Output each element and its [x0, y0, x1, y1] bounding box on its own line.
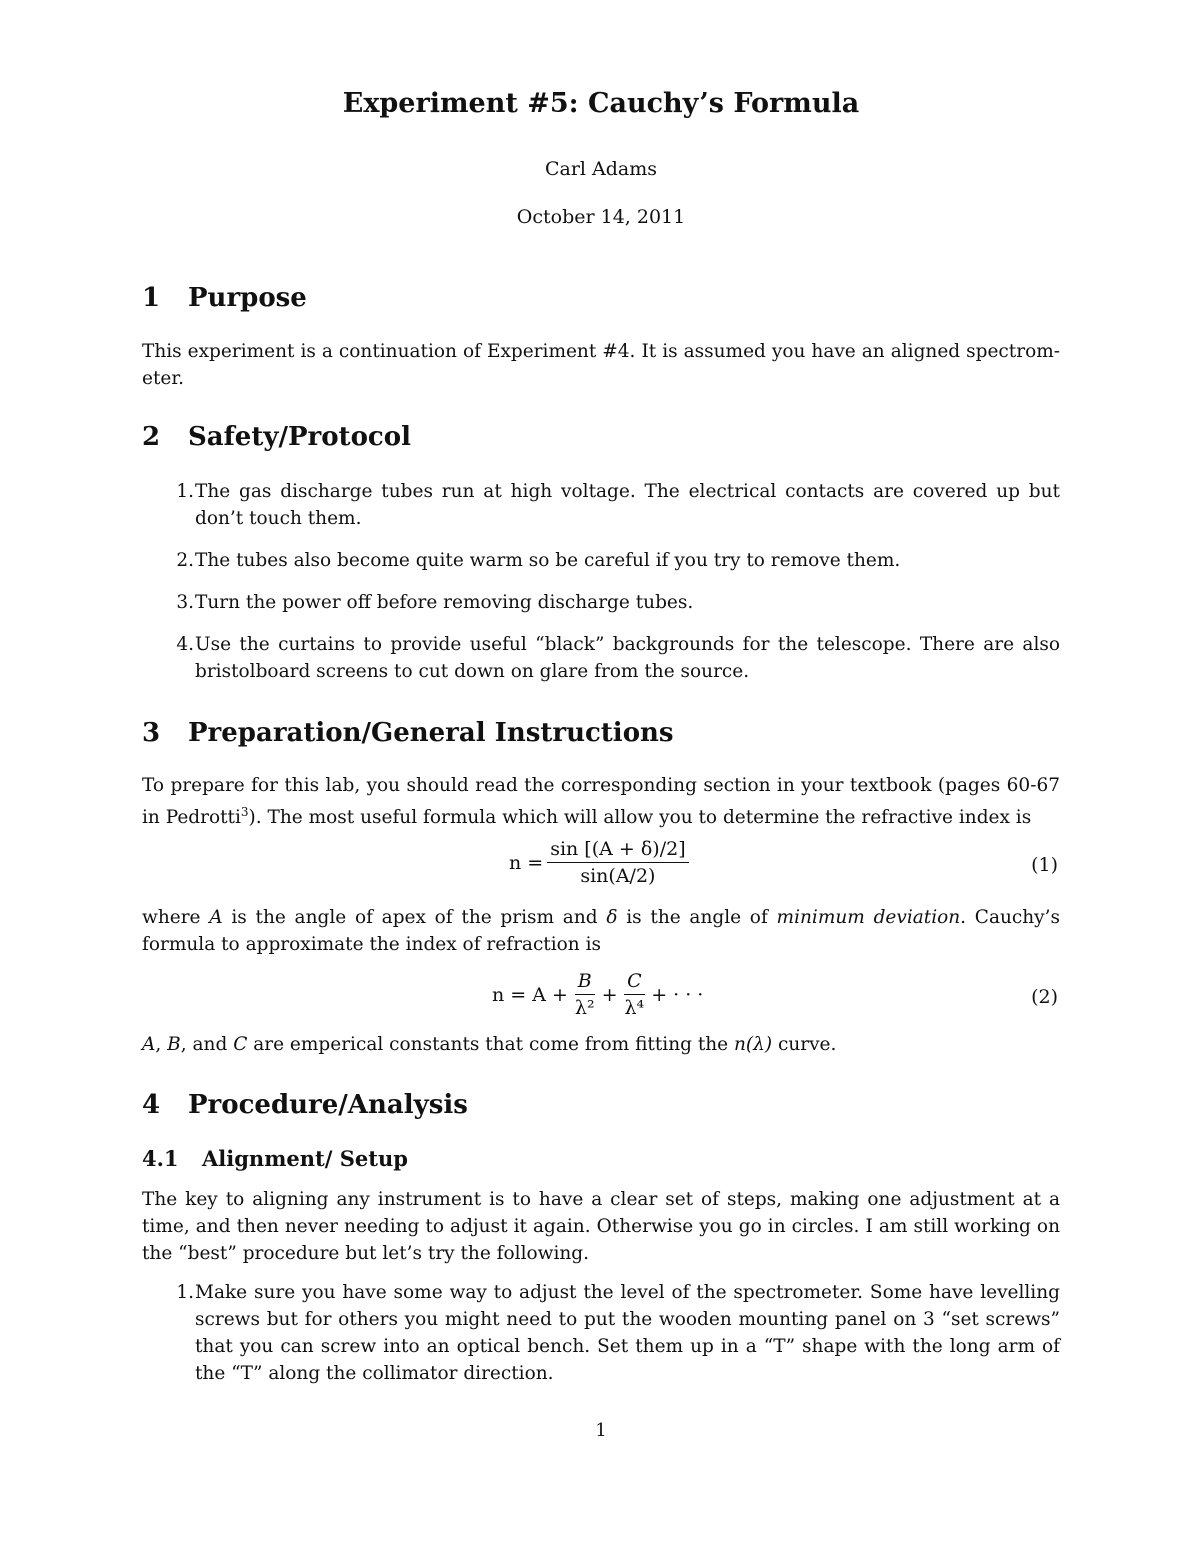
- paper-title: Experiment #5: Cauchy’s Formula: [342, 88, 860, 119]
- list-item: [142, 631, 1060, 685]
- fraction: [622, 970, 648, 1019]
- section-heading-purpose: [142, 283, 307, 313]
- fraction-denominator: λ²: [574, 997, 595, 1019]
- list-item-number: 2.: [176, 550, 194, 571]
- purpose-paragraph: This experiment is a continuation of Experiment #4. It is assumed you have an aligned spectrom- eter.: [142, 341, 1060, 389]
- section-title: Procedure/Analysis: [188, 1090, 468, 1120]
- alignment-paragraph: The key to aligning any instrument is to have a clear set of steps, making one adjustment at a time, and then never needing to adjust it again. Otherwise you go in circles. I am still working on the “best” procedure but let’s try the following.: [142, 1189, 1060, 1264]
- equation-tail: + · · ·: [651, 983, 704, 1006]
- equation-number: (1): [1031, 854, 1058, 876]
- separator: ,: [155, 1034, 168, 1055]
- list-item: [142, 478, 1060, 532]
- subsection-title: Alignment/ Setup: [202, 1146, 408, 1171]
- list-item: [142, 547, 1060, 574]
- variable-A: A: [209, 907, 223, 928]
- list-item-number: 1.: [176, 1282, 194, 1303]
- fraction: [547, 838, 688, 887]
- where-text: is the angle of: [626, 907, 768, 928]
- subsection-heading-alignment: [142, 1146, 408, 1171]
- constants-text: are emperical constants that come from fitting the: [247, 1034, 735, 1055]
- fraction: [572, 970, 598, 1019]
- fraction-numerator: C: [624, 970, 645, 995]
- list-item-number: 1.: [176, 481, 194, 502]
- where-text: is the angle of apex of the prism and: [231, 907, 598, 928]
- list-item-text: Turn the power off before removing discharge tubes.: [195, 592, 694, 613]
- variable-C: C: [233, 1034, 248, 1055]
- variable-delta: δ: [606, 907, 618, 928]
- preparation-intro-text: To prepare for this lab, you should read the corresponding section in your textbook (pages 60-67 in Pedrotti: [142, 775, 1060, 829]
- equation-1: [142, 838, 1060, 894]
- constants-paragraph: [142, 1031, 1060, 1058]
- function-n-lambda: n(λ): [734, 1034, 773, 1055]
- list-item-text: The tubes also become quite warm so be careful if you try to remove them.: [195, 550, 901, 571]
- equation-body: [492, 970, 703, 1019]
- equation-lhs: n =: [509, 851, 544, 874]
- constants-text: curve.: [772, 1034, 837, 1055]
- variable-B: B: [167, 1034, 181, 1055]
- author: Carl Adams: [544, 158, 658, 180]
- section-title: Safety/Protocol: [188, 422, 411, 452]
- equation-2: [142, 970, 1060, 1026]
- list-item-number: 3.: [176, 592, 194, 613]
- list-item-text: The gas discharge tubes run at high voltage. The electrical contacts are covered up but don’t touch them.: [195, 481, 1060, 529]
- section-number: 1: [142, 283, 161, 313]
- emphasis: minimum deviation: [776, 907, 961, 928]
- section-title: Purpose: [188, 283, 307, 313]
- fraction-denominator: λ⁴: [624, 997, 645, 1019]
- page-number: 1: [595, 1420, 607, 1441]
- plus-sign: +: [601, 983, 618, 1006]
- subsection-number: 4.1: [142, 1146, 179, 1171]
- preparation-intro-text-end: ). The most useful formula which will allow you to determine the refractive index is: [248, 807, 1032, 829]
- where-paragraph: [142, 904, 1060, 958]
- section-heading-preparation: [142, 718, 674, 748]
- section-title: Preparation/General Instructions: [188, 718, 674, 748]
- equation-body: [509, 838, 693, 887]
- section-number: 3: [142, 718, 161, 748]
- date: October 14, 2011: [516, 206, 686, 228]
- equation-number: (2): [1031, 986, 1058, 1008]
- variable-A: A: [142, 1034, 156, 1055]
- list-item-number: 4.: [176, 634, 194, 655]
- fraction-denominator: sin(A/2): [580, 865, 656, 887]
- list-item-text: Make sure you have some way to adjust the level of the spectrometer. Some have levelling screws but for others you might need to put the wooden mounting panel on 3 “set screws” that you can screw into an optical bench. Set them up in a “T” shape with the long arm of the “T” along the collimator direction.: [195, 1282, 1060, 1384]
- list-item: [142, 1279, 1060, 1387]
- equation-lhs: n = A +: [492, 983, 568, 1006]
- list-item: [142, 589, 1060, 616]
- section-heading-procedure: [142, 1090, 468, 1120]
- section-heading-safety: [142, 422, 411, 452]
- section-number: 2: [142, 422, 161, 452]
- separator: , and: [180, 1034, 234, 1055]
- where-text: where: [142, 907, 201, 928]
- section-number: 4: [142, 1090, 161, 1120]
- preparation-intro: [142, 772, 1060, 831]
- fraction-numerator: B: [575, 970, 595, 995]
- citation-ref: 3: [240, 805, 249, 819]
- list-item-text: Use the curtains to provide useful “black” backgrounds for the telescope. There are also bristolboard screens to cut down on glare from the source.: [195, 634, 1060, 682]
- where-text: . Cauchy’s formula to approximate the index of refraction is: [142, 907, 1060, 955]
- fraction-numerator: sin [(A + δ)/2]: [547, 838, 688, 863]
